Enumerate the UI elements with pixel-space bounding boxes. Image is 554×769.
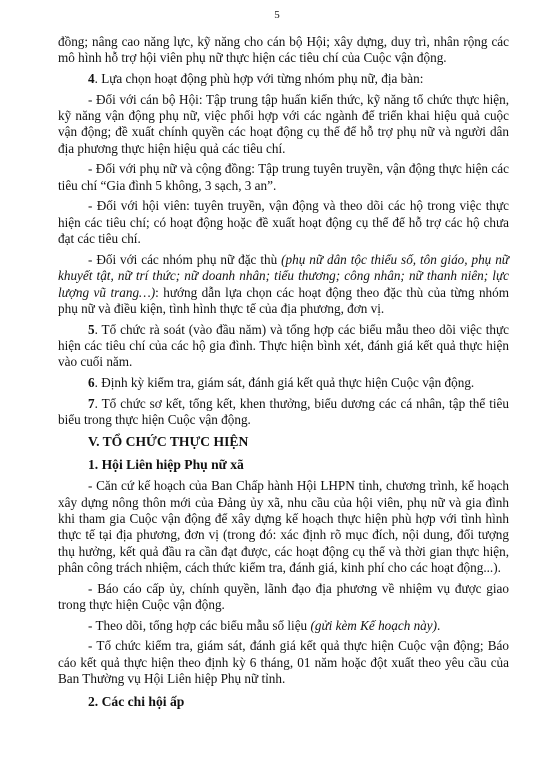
subsection-heading-2: 2. Các chi hội ấp: [88, 693, 185, 709]
bullet-theo-doi: [58, 618, 509, 634]
bullet-hoi-vien: - Đối với hội viên: tuyên truyền, vận động và theo dõi các hộ trong việc thực hiện các tiêu chí; có hoạt động hoặc đề xuất hoạt động cụ thể để hỗ trợ các hộ chưa đạt các tiêu chí.: [58, 198, 509, 247]
bullet-phu-nu-cong-dong: - Đối với phụ nữ và cộng đồng: Tập trung tuyên truyền, vận động thực hiện các tiêu chí “Gia đình 5 không, 3 sạch, 3 an”.: [58, 161, 509, 193]
bullet-text-end: .: [437, 617, 441, 633]
bullet-bao-cao: - Báo cáo cấp ủy, chính quyền, lãnh đạo địa phương về nhiệm vụ được giao trong thực hiện Cuộc vận động.: [58, 580, 509, 613]
item-text: . Định kỳ kiểm tra, giám sát, đánh giá kết quả thực hiện Cuộc vận động.: [94, 375, 475, 391]
item-number: 6: [88, 375, 95, 391]
bullet-can-cu-ke-hoach: - Căn cứ kế hoạch của Ban Chấp hành Hội LHPN tỉnh, chương trình, kế hoạch xây dựng nông thôn mới của Đảng ủy xã, nhu cầu của hội viên, phụ nữ và gia đình khi tham gia Cuộc vận động để xây dựng kế hoạch thực hiện phù hợp với tình hình thực tế tại địa phương, đơn vị (trong đó: xác định rõ mục đích, nội dung, đối tượng thụ hưởng, kết quả đầu ra cần đạt được, các hoạt động cụ thể và thời gian thực hiện, phân công trách nhiệm, cách thức kiểm tra, đánh giá, kinh phí cho các hoạt động...).: [58, 478, 509, 576]
bullet-can-bo-hoi: - Đối với cán bộ Hội: Tập trung tập huấn kiến thức, kỹ năng tổ chức thực hiện, kỹ năng vận động phụ nữ, việc phối hợp với các ngành để triển khai hiệu quả cuộc vận động; đề xuất chính quyền các hoạt động cụ thể để hỗ trợ phụ nữ và người dân địa phương thực hiện hiệu quả các tiêu chí.: [58, 91, 509, 156]
item-number: 4: [88, 71, 95, 86]
page-number: 5: [274, 9, 280, 21]
document-body: [58, 34, 509, 715]
item-number: 7: [88, 395, 95, 411]
item-text: . Tổ chức rà soát (vào đầu năm) và tổng hợp các biểu mẫu theo dõi việc thực hiện các tiêu chí của các hộ gia đình. Thực hiện bình xét, đánh giá kết quả thực hiện vào cuối năm.: [58, 321, 509, 370]
bullet-text-end: : hướng dẫn lựa chọn các hoạt động theo đặc thù của từng nhóm phụ nữ và điều kiện, tình hình thực tế của địa phương, đơn vị.: [58, 284, 509, 317]
item-7: [58, 396, 509, 429]
item-text: . Lựa chọn hoạt động phù hợp với từng nhóm phụ nữ, địa bàn:: [94, 71, 424, 86]
section-heading: V. TỔ CHỨC THỰC HIỆN: [88, 434, 249, 450]
subsection-heading-1: 1. Hội Liên hiệp Phụ nữ xã: [88, 456, 244, 472]
bullet-italic-note: (gửi kèm Kế hoạch này): [310, 617, 438, 633]
bullet-nhom-dac-thu: [58, 252, 509, 318]
paragraph-continuation: đồng; nâng cao năng lực, kỹ năng cho cán bộ Hội; xây dựng, duy trì, nhân rộng các mô hình hỗ trợ hội viên phụ nữ thực hiện các tiêu chí của Cuộc vận động.: [58, 34, 509, 66]
bullet-italic-note: (phụ nữ dân tộc thiểu số, tôn giáo, phụ nữ khuyết tật, nữ trí thức; nữ doanh nhân; tiểu thương; công nhân; nữ thanh niên; lực lượng vũ trang…): [58, 251, 509, 300]
item-text: . Tổ chức sơ kết, tổng kết, khen thưởng, biểu dương các cá nhân, tập thể tiêu biểu trong thực hiện Cuộc vận động.: [58, 395, 509, 428]
item-number: 5: [88, 321, 95, 337]
item-6: [58, 375, 509, 391]
item-5: [58, 322, 509, 371]
item-4: [58, 71, 509, 87]
bullet-kiem-tra: - Tổ chức kiểm tra, giám sát, đánh giá kết quả thực hiện Cuộc vận động; Báo cáo kết quả thực hiện theo định kỳ 6 tháng, 01 năm hoặc đột xuất theo yêu cầu của Ban Thường vụ Hội Liên hiệp Phụ nữ tỉnh.: [58, 638, 509, 687]
bullet-text: - Đối với các nhóm phụ nữ đặc thù: [88, 251, 282, 267]
bullet-text: - Theo dõi, tổng hợp các biểu mẫu số liệu: [88, 617, 311, 633]
